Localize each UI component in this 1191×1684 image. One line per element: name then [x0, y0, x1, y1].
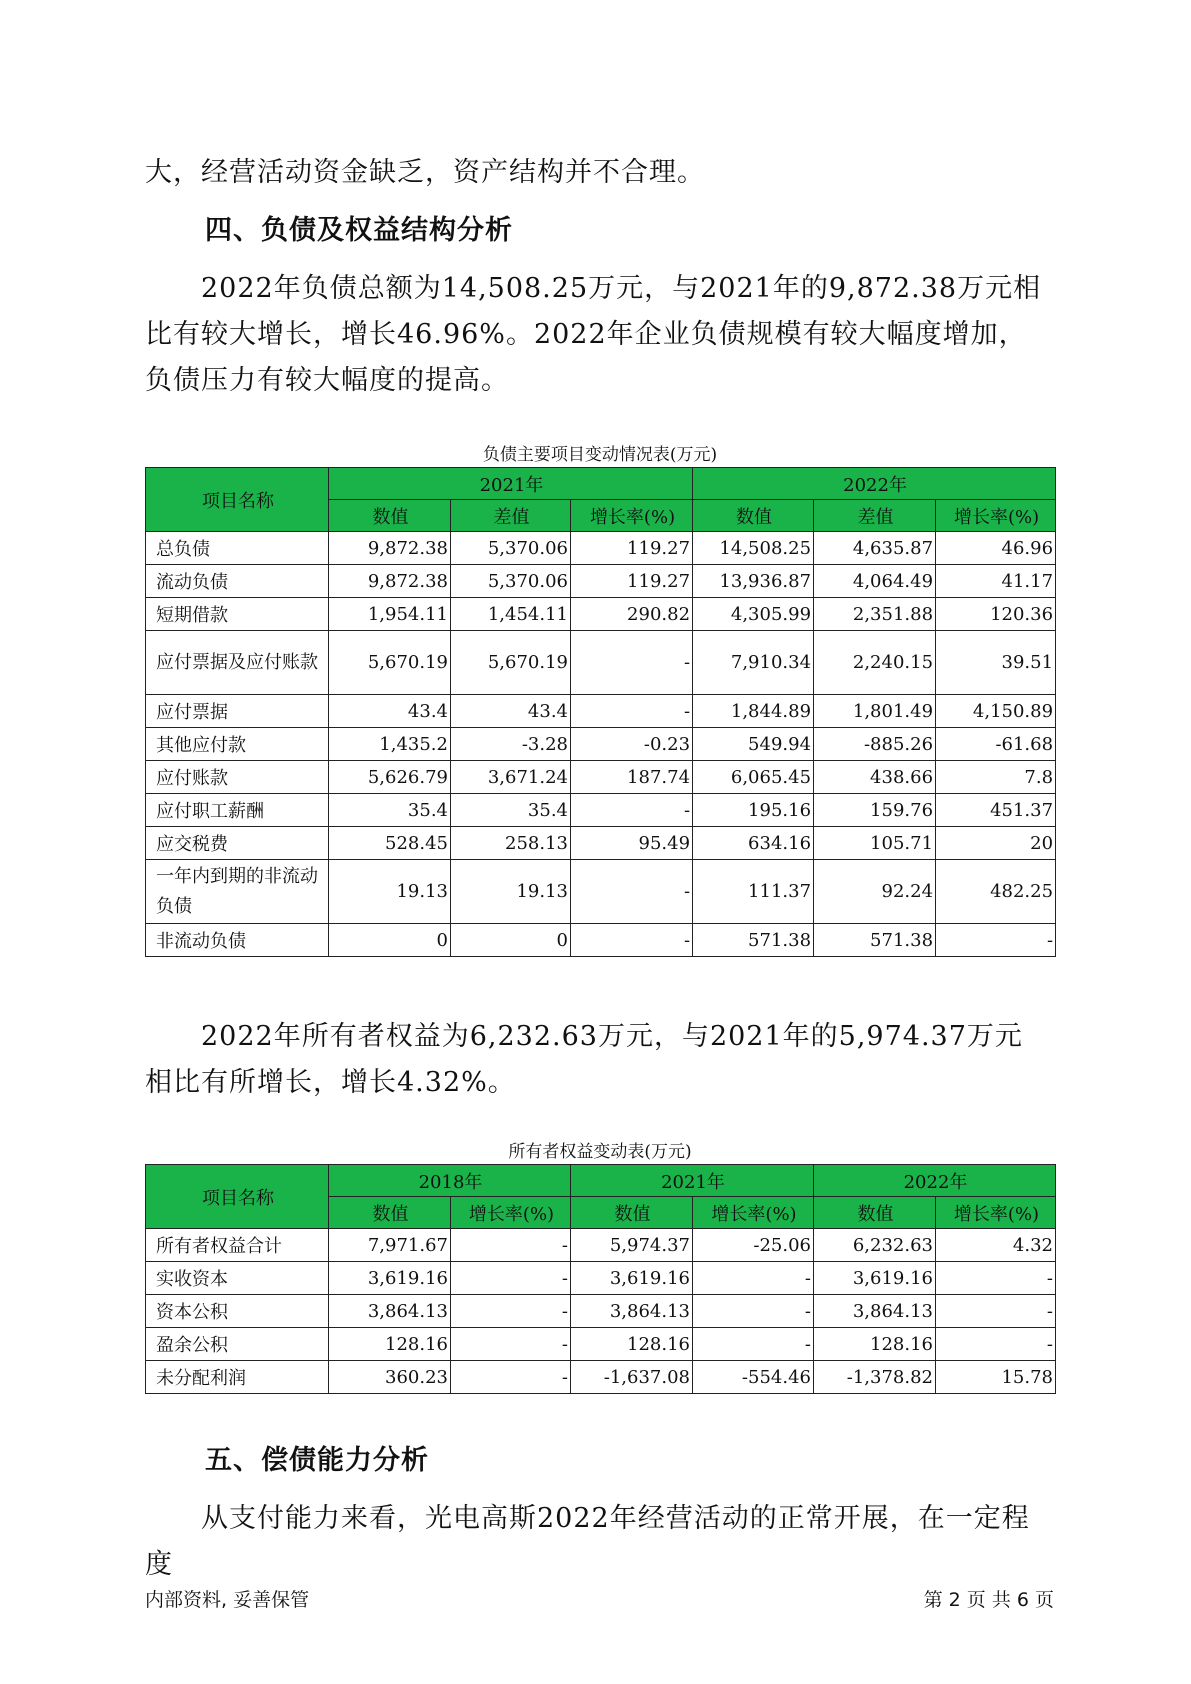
cell-g2022: 46.96: [936, 532, 1056, 565]
cell-g2021: -: [571, 794, 693, 827]
equity-table-row: [146, 1262, 1056, 1295]
cell-g2022: 482.25: [936, 860, 1056, 924]
row-label: 未分配利润: [146, 1361, 329, 1394]
equity-subheader: 增长率(%): [693, 1197, 814, 1229]
cell-g2018: -: [451, 1328, 571, 1361]
cell-v2018: 3,619.16: [329, 1262, 451, 1295]
equity-table-header-row: [146, 1165, 1056, 1197]
equity-table-caption: 所有者权益变动表(万元): [508, 1142, 692, 1162]
cell-v2022: 6,232.63: [814, 1229, 936, 1262]
equity-table: [145, 1164, 1056, 1394]
equity-table-row: [146, 1229, 1056, 1262]
cell-v2022: 3,864.13: [814, 1295, 936, 1328]
cell-v2018: 7,971.67: [329, 1229, 451, 1262]
cell-g2021: -25.06: [693, 1229, 814, 1262]
equity-subheader: 数值: [814, 1197, 936, 1229]
cell-d2021: 19.13: [451, 860, 571, 924]
cell-g2021: 119.27: [571, 565, 693, 598]
cell-v2021: 5,670.19: [329, 631, 451, 695]
equity-subheader: 增长率(%): [936, 1197, 1056, 1229]
cell-v2021: 3,864.13: [571, 1295, 693, 1328]
row-label: 总负债: [146, 532, 329, 565]
cell-v2021: 1,435.2: [329, 728, 451, 761]
cell-d2022: 159.76: [814, 794, 936, 827]
cell-v2021: 528.45: [329, 827, 451, 860]
cell-v2021: 19.13: [329, 860, 451, 924]
cell-d2022: 4,635.87: [814, 532, 936, 565]
section4-paragraph: 2022年负债总额为14,508.25万元，与2021年的9,872.38万元相比有较大增长，增长46.96%。2022年企业负债规模有较大幅度增加，负债压力有较大幅度的提高。: [145, 273, 1042, 396]
cell-v2021: 1,954.11: [329, 598, 451, 631]
row-label: 流动负债: [146, 565, 329, 598]
debt-table: [145, 467, 1056, 957]
cell-v2022: 571.38: [693, 924, 814, 957]
cell-d2022: 571.38: [814, 924, 936, 957]
debt-year-2021-header: 2021年: [329, 468, 693, 500]
row-label: 非流动负债: [146, 924, 329, 957]
cell-v2022: 3,619.16: [814, 1262, 936, 1295]
row-label: 盈余公积: [146, 1328, 329, 1361]
cell-d2021: 0: [451, 924, 571, 957]
equity-subheader: 数值: [329, 1197, 451, 1229]
cell-v2022: 14,508.25: [693, 532, 814, 565]
equity-table-row: [146, 1361, 1056, 1394]
cell-d2021: -3.28: [451, 728, 571, 761]
cell-g2021: -: [693, 1295, 814, 1328]
debt-subheader: 增长率(%): [936, 500, 1056, 532]
cell-d2021: 43.4: [451, 695, 571, 728]
cell-g2022: 20: [936, 827, 1056, 860]
debt-table-row: [146, 827, 1056, 860]
debt-table-row: [146, 761, 1056, 794]
debt-table-row: [146, 860, 1056, 924]
cell-g2022: -: [936, 924, 1056, 957]
row-label: 应付票据: [146, 695, 329, 728]
cell-v2021: 9,872.38: [329, 532, 451, 565]
debt-table-row: [146, 695, 1056, 728]
cell-v2021: -1,637.08: [571, 1361, 693, 1394]
cell-v2022: 111.37: [693, 860, 814, 924]
row-label: 应付票据及应付账款: [146, 631, 329, 695]
equity-table-row: [146, 1295, 1056, 1328]
debt-table-row: [146, 631, 1056, 695]
cell-d2021: 5,370.06: [451, 565, 571, 598]
equity-year-2018-header: 2018年: [329, 1165, 571, 1197]
row-label: 资本公积: [146, 1295, 329, 1328]
row-label: 应付账款: [146, 761, 329, 794]
debt-table-row: [146, 598, 1056, 631]
cell-g2021: -554.46: [693, 1361, 814, 1394]
cell-v2021: 5,626.79: [329, 761, 451, 794]
cell-d2022: 92.24: [814, 860, 936, 924]
debt-name-header: 项目名称: [146, 468, 329, 532]
cell-v2022: 6,065.45: [693, 761, 814, 794]
cell-v2018: 360.23: [329, 1361, 451, 1394]
cell-g2022: 15.78: [936, 1361, 1056, 1394]
cell-d2021: 1,454.11: [451, 598, 571, 631]
cell-d2022: 2,240.15: [814, 631, 936, 695]
debt-subheader: 数值: [693, 500, 814, 532]
cell-d2021: 5,370.06: [451, 532, 571, 565]
cell-v2022: 4,305.99: [693, 598, 814, 631]
cell-d2022: 1,801.49: [814, 695, 936, 728]
cell-v2021: 5,974.37: [571, 1229, 693, 1262]
cell-g2021: 290.82: [571, 598, 693, 631]
cell-d2021: 35.4: [451, 794, 571, 827]
debt-table-row: [146, 565, 1056, 598]
debt-table-row: [146, 532, 1056, 565]
equity-year-2021-header: 2021年: [571, 1165, 814, 1197]
cell-g2021: -: [571, 695, 693, 728]
debt-table-row: [146, 794, 1056, 827]
row-label: 一年内到期的非流动负债: [146, 860, 329, 924]
cell-v2021: 35.4: [329, 794, 451, 827]
row-label: 实收资本: [146, 1262, 329, 1295]
footer-page-number: 第 2 页 共 6 页: [923, 1589, 1054, 1611]
section4-heading: 四、负债及权益结构分析: [205, 215, 513, 246]
cell-v2022: 549.94: [693, 728, 814, 761]
cell-v2021: 0: [329, 924, 451, 957]
section5-paragraph: 从支付能力来看，光电高斯2022年经营活动的正常开展，在一定程度: [145, 1503, 1030, 1580]
cell-g2018: -: [451, 1295, 571, 1328]
row-label: 所有者权益合计: [146, 1229, 329, 1262]
cell-v2022: 1,844.89: [693, 695, 814, 728]
debt-table-row: [146, 728, 1056, 761]
cell-g2022: -: [936, 1328, 1056, 1361]
cell-g2018: -: [451, 1262, 571, 1295]
cell-v2022: 634.16: [693, 827, 814, 860]
cell-d2021: 258.13: [451, 827, 571, 860]
cell-v2018: 3,864.13: [329, 1295, 451, 1328]
cell-g2018: -: [451, 1229, 571, 1262]
cell-v2021: 43.4: [329, 695, 451, 728]
cell-g2022: -: [936, 1295, 1056, 1328]
cell-g2022: 4.32: [936, 1229, 1056, 1262]
debt-subheader: 增长率(%): [571, 500, 693, 532]
intro-text: 大，经营活动资金缺乏，资产结构并不合理。: [145, 157, 705, 188]
cell-v2021: 128.16: [571, 1328, 693, 1361]
equity-subheader: 数值: [571, 1197, 693, 1229]
cell-g2022: 451.37: [936, 794, 1056, 827]
debt-subheader: 差值: [814, 500, 936, 532]
cell-v2021: 9,872.38: [329, 565, 451, 598]
cell-v2022: -1,378.82: [814, 1361, 936, 1394]
cell-v2018: 128.16: [329, 1328, 451, 1361]
cell-g2022: 7.8: [936, 761, 1056, 794]
equity-table-row: [146, 1328, 1056, 1361]
cell-g2022: 4,150.89: [936, 695, 1056, 728]
equity-name-header: 项目名称: [146, 1165, 329, 1229]
section5-heading: 五、偿债能力分析: [205, 1445, 429, 1476]
row-label: 短期借款: [146, 598, 329, 631]
footer-confidential-note: 内部资料, 妥善保管: [145, 1589, 310, 1611]
debt-table-row: [146, 924, 1056, 957]
cell-g2021: -: [571, 631, 693, 695]
cell-g2021: -: [571, 860, 693, 924]
cell-d2022: 105.71: [814, 827, 936, 860]
cell-v2022: 195.16: [693, 794, 814, 827]
cell-d2022: 4,064.49: [814, 565, 936, 598]
row-label: 其他应付款: [146, 728, 329, 761]
cell-g2021: -: [693, 1328, 814, 1361]
cell-g2022: 41.17: [936, 565, 1056, 598]
cell-v2022: 7,910.34: [693, 631, 814, 695]
cell-g2021: 119.27: [571, 532, 693, 565]
equity-subheader: 增长率(%): [451, 1197, 571, 1229]
cell-g2018: -: [451, 1361, 571, 1394]
cell-g2021: 187.74: [571, 761, 693, 794]
cell-d2022: 438.66: [814, 761, 936, 794]
cell-d2021: 3,671.24: [451, 761, 571, 794]
cell-g2022: 39.51: [936, 631, 1056, 695]
equity-paragraph: 2022年所有者权益为6,232.63万元，与2021年的5,974.37万元相比有所增长，增长4.32%。: [145, 1021, 1023, 1098]
cell-g2022: 120.36: [936, 598, 1056, 631]
row-label: 应交税费: [146, 827, 329, 860]
cell-g2022: -61.68: [936, 728, 1056, 761]
cell-g2021: -: [571, 924, 693, 957]
cell-g2021: -: [693, 1262, 814, 1295]
cell-v2022: 128.16: [814, 1328, 936, 1361]
cell-d2022: 2,351.88: [814, 598, 936, 631]
cell-g2022: -: [936, 1262, 1056, 1295]
debt-year-2022-header: 2022年: [693, 468, 1056, 500]
debt-subheader: 差值: [451, 500, 571, 532]
cell-d2022: -885.26: [814, 728, 936, 761]
cell-v2021: 3,619.16: [571, 1262, 693, 1295]
cell-v2022: 13,936.87: [693, 565, 814, 598]
debt-table-caption: 负债主要项目变动情况表(万元): [482, 445, 718, 465]
cell-g2021: -0.23: [571, 728, 693, 761]
cell-d2021: 5,670.19: [451, 631, 571, 695]
equity-year-2022-header: 2022年: [814, 1165, 1056, 1197]
debt-subheader: 数值: [329, 500, 451, 532]
row-label: 应付职工薪酬: [146, 794, 329, 827]
cell-g2021: 95.49: [571, 827, 693, 860]
debt-table-header-row: [146, 468, 1056, 500]
